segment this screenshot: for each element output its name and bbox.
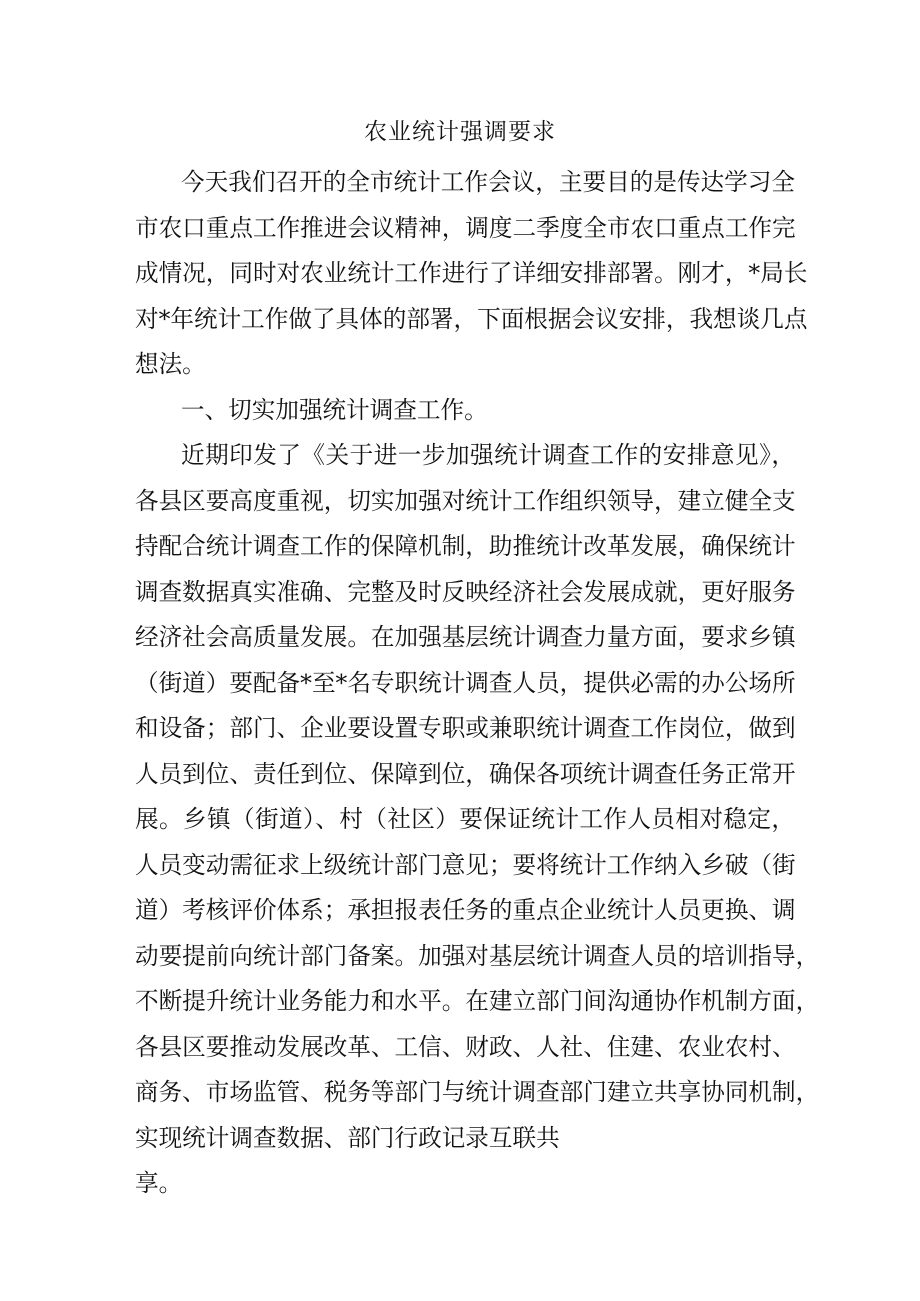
document-title: 农业统计强调要求 bbox=[364, 119, 556, 145]
paragraph-line: （街道）要配备*至*名专职统计调查人员，提供必需的办公场所 bbox=[135, 668, 796, 697]
section-heading: 一、切实加强统计调查工作。 bbox=[181, 395, 488, 424]
paragraph-line: 人员变动需征求上级统计部门意见；要将统计工作纳入乡破（街 bbox=[135, 850, 796, 879]
paragraph-line: 享。 bbox=[135, 1169, 183, 1197]
paragraph-line: 成情况，同时对农业统计工作进行了详细安排部署。刚才，*局长 bbox=[135, 259, 808, 287]
paragraph-line: 道）考核评价体系；承担报表任务的重点企业统计人员更换、调 bbox=[135, 896, 796, 924]
document-body bbox=[135, 160, 820, 1207]
paragraph-line: 对*年统计工作做了具体的部署，下面根据会议安排，我想谈几点 bbox=[135, 304, 808, 333]
paragraph-line: 持配合统计调查工作的保障机制，助推统计改革发展，确保统计 bbox=[135, 532, 796, 560]
paragraph-line: 实现统计调查数据、部门行政记录互联共 bbox=[135, 1123, 560, 1152]
paragraph-line: 商务、市场监管、税务等部门与统计调查部门建立共享协同机制， bbox=[135, 1078, 820, 1106]
paragraph-line: 市农口重点工作推进会议精神，调度二季度全市农口重点工作完 bbox=[135, 213, 796, 242]
paragraph-line: 今天我们召开的全市统计工作会议，主要目的是传达学习全 bbox=[181, 168, 795, 196]
paragraph-line: 想法。 bbox=[135, 350, 206, 378]
paragraph-line: 调查数据真实准确、完整及时反映经济社会发展成就，更好服务 bbox=[135, 577, 796, 606]
paragraph-line: 人员到位、责任到位、保障到位，确保各项统计调查任务正常开 bbox=[135, 759, 796, 788]
paragraph-line: 动要提前向统计部门备案。加强对基层统计调查人员的培训指导， bbox=[135, 941, 820, 970]
paragraph-line: 不断提升统计业务能力和水平。在建立部门间沟通协作机制方面， bbox=[135, 987, 820, 1015]
paragraph-line: 和设备；部门、企业要设置专职或兼职统计调查工作岗位，做到 bbox=[135, 714, 796, 742]
paragraph-line: 近期印发了《关于进一步加强统计调查工作的安排意见》， bbox=[181, 441, 795, 469]
paragraph-line: 各县区要高度重视，切实加强对统计工作组织领导，建立健全支 bbox=[135, 486, 796, 515]
paragraph-line: 展。乡镇（街道）、村（社区）要保证统计工作人员相对稳定， bbox=[135, 805, 795, 833]
paragraph-line: 经济社会高质量发展。在加强基层统计调查力量方面，要求乡镇 bbox=[135, 623, 796, 651]
paragraph-line: 各县区要推动发展改革、工信、财政、人社、住建、农业农村、 bbox=[135, 1032, 796, 1061]
